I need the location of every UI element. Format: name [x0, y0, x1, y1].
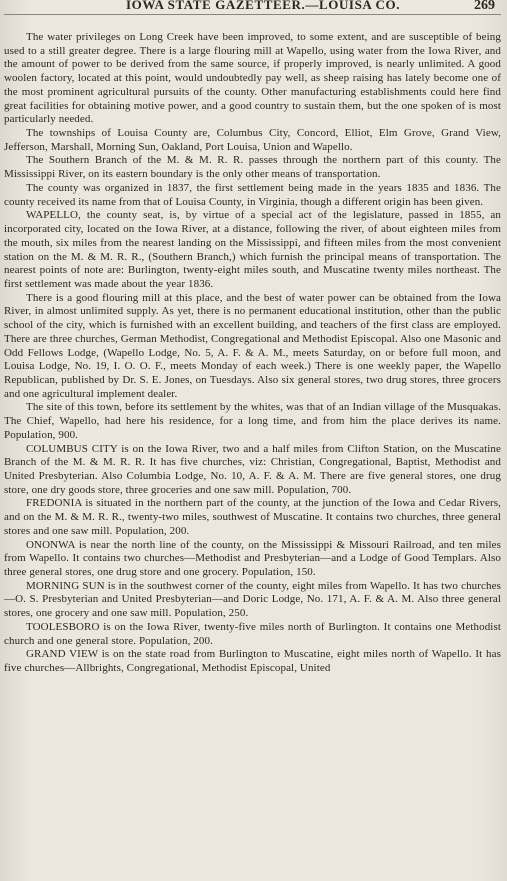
- paragraph-grand-view: GRAND VIEW is on the state road from Burlington to Muscatine, eight miles north of Wapello. It has five churches—Allbrights, Congregational, Methodist Episcopal, United: [4, 648, 501, 675]
- running-head: IOWA STATE GAZETTEER.—LOUISA CO.: [126, 0, 401, 12]
- paragraph-railroad: The Southern Branch of the M. & M. R. R. passes through the northern part of this county. The Mississippi River, on its eastern boundary is the only other means of transportation.: [4, 154, 501, 181]
- paragraph-county-organized: The county was organized in 1837, the first settlement being made in the years 1835 and 1836. The county received its name from that of Louisa County, in Virginia, though a different origin has been given.: [4, 181, 501, 208]
- paragraph-toolesboro: TOOLESBORO is on the Iowa River, twenty-five miles north of Burlington. It contains one Methodist church and one general store. Population, 200.: [4, 620, 501, 647]
- body-text: [4, 31, 501, 676]
- paragraph-wapello-site: The site of this town, before its settlement by the whites, was that of an Indian village of the Musquakas. The Chief, Wapello, had here his residence, for a long time, and from him the place derives its name. Population, 900.: [4, 401, 501, 441]
- page-number: 269: [474, 0, 495, 13]
- paragraph-water-privileges: The water privileges on Long Creek have been improved, to some extent, and are susceptible of being used to a still greater degree. There is a large flouring mill at Wapello, using water from the Iowa River, and the amount of power to be derived from the same source, if properly improved, is nearly unlimited. A good woolen factory, located at this point, would undoubtedly pay well, as sheep raising has lately become one of the most prominent agricultural pursuits of the county. Other manufacturing establishments could here find great facilities for obtaining motive power, and a good country to sustain them, but the one spoken of is most particularly needed.: [4, 31, 501, 126]
- paragraph-ononwa: ONONWA is near the north line of the county, on the Mississippi & Missouri Railroad, and ten miles from Wapello. It contains two churches—Methodist and Presbyterian—and a Lodge of Good Templars. Also three general stores, one drug store and one grocery. Population, 150.: [4, 538, 501, 579]
- paragraph-columbus-city: COLUMBUS CITY is on the Iowa River, two and a half miles from Clifton Station, on the Muscatine Branch of the M. & M. R. R. It has five churches, viz: Christian, Congregational, Baptist, Methodist and United Presbyterian. Also Columbia Lodge, No. 10, A. F. & A. M. There are five general stores, one drug store, one dry goods store, three groceries and one saw mill. Population, 700.: [4, 442, 501, 496]
- paragraph-fredonia: FREDONIA is situated in the northern part of the county, at the junction of the Iowa and Cedar Rivers, and on the M. & M. R. R., twenty-two miles, southwest of Muscatine. It contains two churches, three general stores and one saw mill. Population, 200.: [4, 497, 501, 537]
- paragraph-wapello-mill: There is a good flouring mill at this place, and the best of water power can be obtained from the Iowa River, in almost unlimited supply. As yet, there is no permanent educational institution, other than the public school of the city, which is furnished with an excellent building, and teachers of the first class are employed. There are three churches, German Methodist, Congregational and Methodist Episcopal. Also one Masonic and Odd Fellows Lodge, (Wapello Lodge, No. 5, A. F. & A. M., meets Saturday, on or before full moon, and Louisa Lodge, No. 19, I. O. O. F., meets Monday of each week.) There is one weekly paper, the Wapello Republican, published by Dr. S. E. Jones, on Tuesdays. Also six general stores, two drug stores, three grocers and one agricultural implement dealer.: [4, 291, 501, 400]
- paragraph-townships: The townships of Louisa County are, Columbus City, Concord, Elliot, Elm Grove, Grand View, Jefferson, Marshall, Morning Sun, Oakland, Port Louisa, Union and Wapello.: [4, 127, 501, 153]
- paragraph-wapello: WAPELLO, the county seat, is, by virtue of a special act of the legislature, passed in 1855, an incorporated city, located on the Iowa River, at a distance, following the river, of about eighteen miles from the mouth, six miles from the nearest landing on the Mississippi, and fifteen miles from the most convenient station on the M. & M. R. R., (Southern Branch,) which furnish the principal means of transportation. The nearest points of note are: Burlington, twenty-eight miles south, and Muscatine twenty miles northeast. The first settlement was made about the year 1836.: [4, 209, 501, 290]
- paragraph-morning-sun: MORNING SUN is in the southwest corner of the county, eight miles from Wapello. It has two churches—O. S. Presbyterian and United Presbyterian—and Doric Lodge, No. 171, A. F. & A. M. Also three general stores, one grocery and one saw mill. Population, 250.: [4, 579, 501, 620]
- page-header: [4, 0, 501, 15]
